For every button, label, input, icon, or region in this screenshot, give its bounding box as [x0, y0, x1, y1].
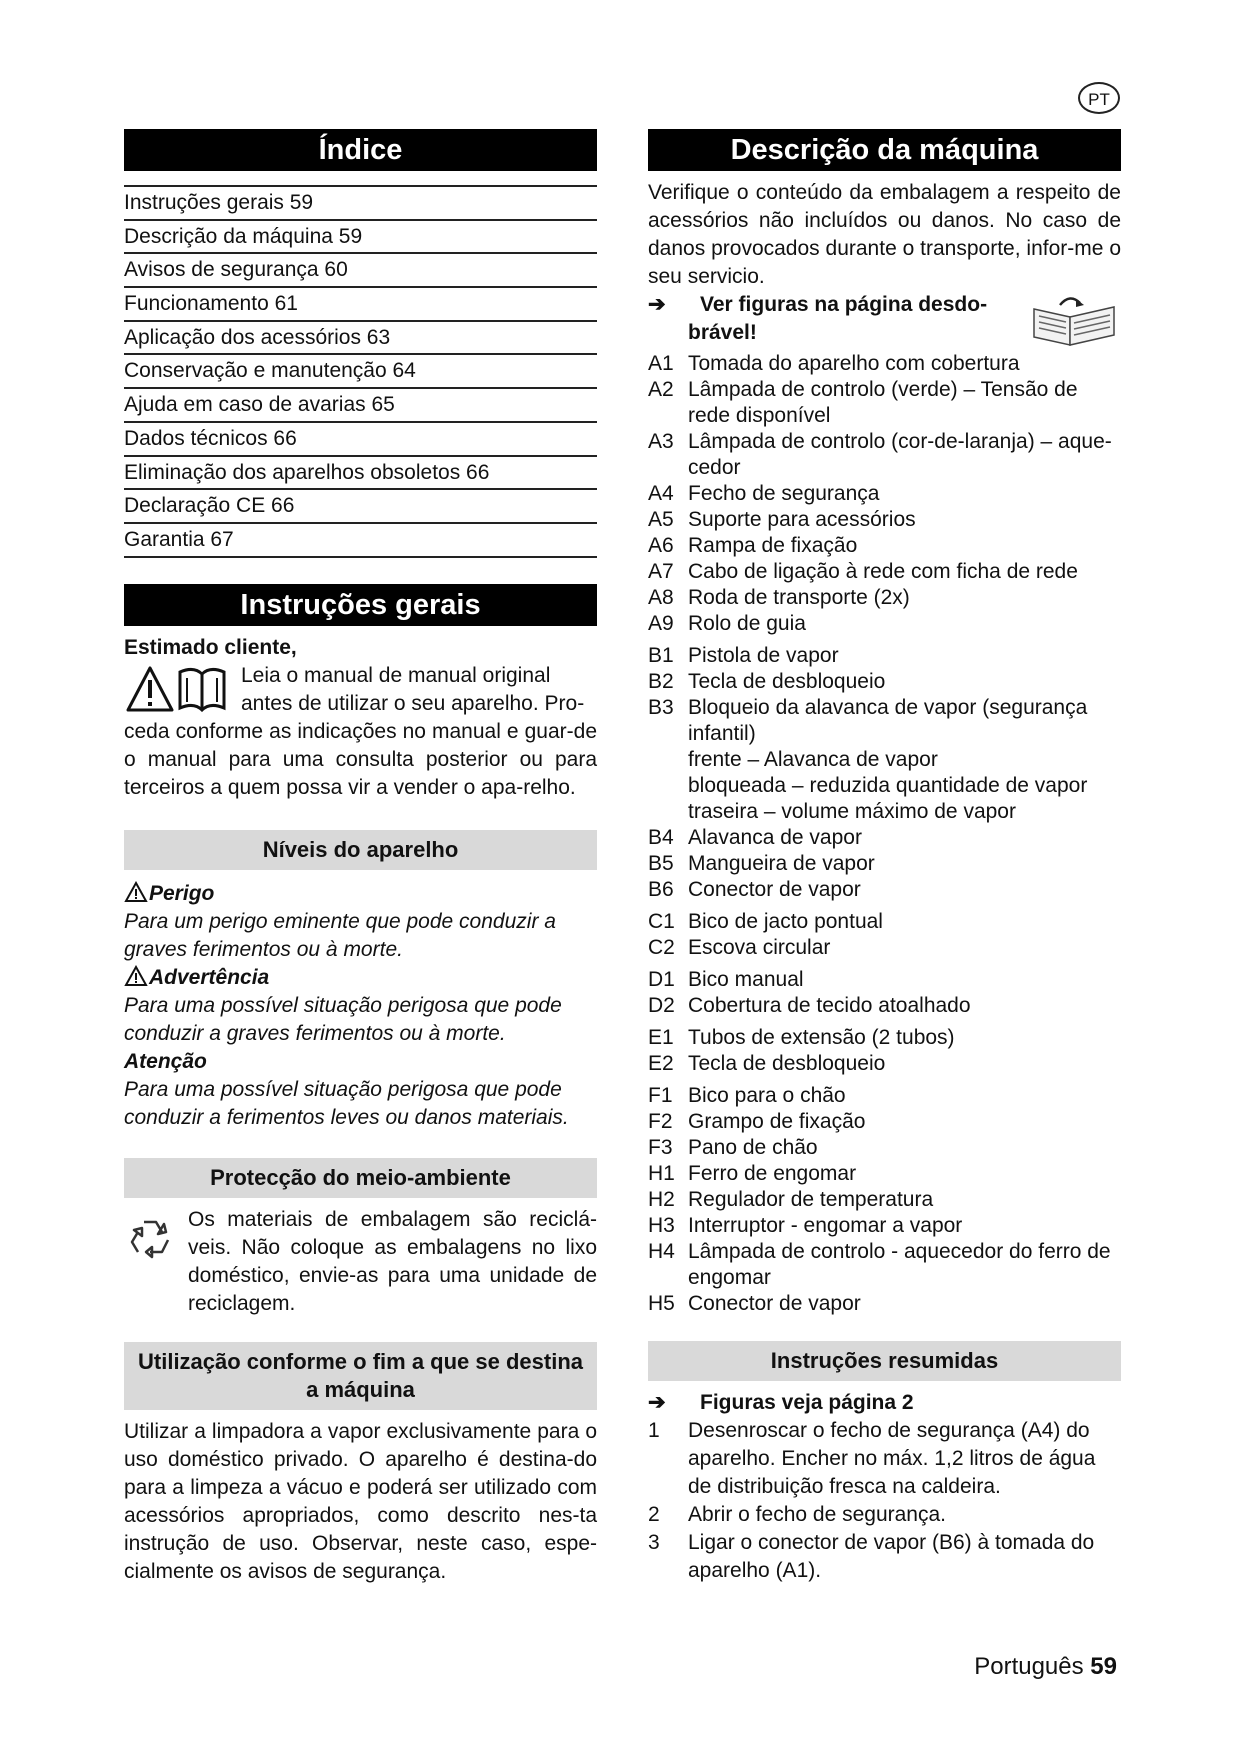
intended-use-title: Utilização conforme o fim a que se destina a máquina: [124, 1342, 597, 1410]
step-item: 1 Desenroscar o fecho de segurança (A4) do aparelho. Encher no máx. 1,2 litros de água de distribuição fresca na caldeira.: [648, 1419, 1096, 1498]
greeting: Estimado cliente,: [124, 635, 297, 659]
list-item: A2 Lâmpada de controlo (verde) – Tensão de rede disponível: [648, 378, 1078, 427]
list-item: D1 Bico manual: [648, 968, 804, 991]
b3-option: traseira – volume máximo de vapor: [688, 800, 1016, 823]
parts-group-a: [648, 351, 1121, 637]
right-column: [648, 129, 1121, 1585]
general-title: Instruções gerais: [124, 584, 597, 626]
environment-block: [124, 1206, 597, 1318]
index-item[interactable]: Descrição da máquina 59: [124, 221, 597, 255]
caution-label: Atenção: [124, 1049, 207, 1073]
parts-list: [648, 351, 1121, 1317]
index-item[interactable]: Aplicação dos acessórios 63: [124, 322, 597, 356]
caution-text: Para uma possível situação perigosa que pode conduzir a ferimentos leves ou danos materiais.: [124, 1077, 569, 1129]
see-figures-block: [648, 291, 1121, 349]
list-item: H5 Conector de vapor: [648, 1292, 861, 1315]
list-item: A6 Rampa de fixação: [648, 534, 858, 557]
read-manual-block: [124, 662, 597, 718]
list-item: A9 Rolo de guia: [648, 612, 806, 635]
summary-title: Instruções resumidas: [648, 1341, 1121, 1381]
parts-group-e: [648, 1025, 1121, 1077]
footer-language: Português: [974, 1653, 1084, 1680]
recycle-icon: [124, 1214, 176, 1266]
index-item[interactable]: Eliminação dos aparelhos obsoletos 66: [124, 457, 597, 491]
list-item: B2 Tecla de desbloqueio: [648, 670, 886, 693]
list-item: A5 Suporte para acessórios: [648, 508, 916, 531]
list-item: F1 Bico para o chão: [648, 1084, 846, 1107]
levels-title: Níveis do aparelho: [124, 830, 597, 870]
index-item[interactable]: Ajuda em caso de avarias 65: [124, 389, 597, 423]
list-item: H4 Lâmpada de controlo - aquecedor do ferro de engomar: [648, 1240, 1111, 1289]
list-item: H3 Interruptor - engomar a vapor: [648, 1214, 963, 1237]
list-item: A1 Tomada do aparelho com cobertura: [648, 352, 1020, 375]
summary-see-figures-text: Figuras veja página 2: [700, 1391, 914, 1414]
index-item[interactable]: Garantia 67: [124, 524, 597, 558]
list-item: A8 Roda de transporte (2x): [648, 586, 910, 609]
parts-group-b: [648, 643, 1121, 903]
description-intro: Verifique o conteúdo da embalagem a respeito de acessórios não incluídos ou danos. No caso de danos provocados durante o transporte, infor-me o seu servicio.: [648, 181, 1121, 288]
page-footer: [974, 1653, 1117, 1681]
index-item[interactable]: Avisos de segurança 60: [124, 254, 597, 288]
see-figures-text: Ver figuras na página desdo-brável!: [688, 293, 988, 344]
index-item[interactable]: Declaração CE 66: [124, 490, 597, 524]
list-item: A3 Lâmpada de controlo (cor-de-laranja) – aque-cedor: [648, 430, 1112, 479]
list-item: B1 Pistola de vapor: [648, 644, 839, 667]
b3-option: bloqueada – reduzida quantidade de vapor: [688, 774, 1088, 797]
intro-rest: ceda conforme as indicações no manual e guar-de o manual para uma consulta posterior ou para terceiros a quem possa vir a vender o apa-relho.: [124, 719, 597, 799]
list-item: A4 Fecho de segurança: [648, 482, 880, 505]
list-item: A7 Cabo de ligação à rede com ficha de rede: [648, 560, 1078, 583]
list-item: H2 Regulador de temperatura: [648, 1188, 934, 1211]
step-item: 3 Ligar o conector de vapor (B6) à tomada do aparelho (A1).: [648, 1531, 1095, 1582]
language-badge: PT: [1078, 82, 1120, 114]
b3-option: frente – Alavanca de vapor: [688, 748, 938, 771]
danger-text: Para um perigo eminente que pode conduzir a graves ferimentos ou à morte.: [124, 909, 556, 961]
foldout-book-icon: [1026, 291, 1122, 349]
danger-label: Perigo: [149, 881, 215, 905]
list-item: B4 Alavanca de vapor: [648, 826, 862, 849]
warning-triangle-icon: [124, 881, 148, 903]
parts-group-d: [648, 967, 1121, 1019]
summary-steps: [648, 1417, 1121, 1585]
warning-heading: [124, 964, 597, 992]
list-item: F2 Grampo de fixação: [648, 1110, 866, 1133]
list-item: C2 Escova circular: [648, 936, 831, 959]
environment-title: Protecção do meio-ambiente: [124, 1158, 597, 1198]
parts-group-f: [648, 1083, 1121, 1161]
description-title: Descrição da máquina: [648, 129, 1121, 171]
read-manual-icon: [124, 664, 232, 714]
intro-second-line: antes de utilizar o seu aparelho. Pro-: [241, 691, 585, 715]
see-figures: [648, 291, 1008, 347]
list-item: B3 Bloqueio da alavanca de vapor (segurança infantil): [648, 696, 1088, 745]
list-item: B6 Conector de vapor: [648, 878, 861, 901]
index-item[interactable]: Conservação e manutenção 64: [124, 355, 597, 389]
list-item: E2 Tecla de desbloqueio: [648, 1052, 886, 1075]
list-item: C1 Bico de jacto pontual: [648, 910, 883, 933]
parts-group-c: [648, 909, 1121, 961]
arrow-icon: ➔: [648, 1391, 666, 1414]
list-item: F3 Pano de chão: [648, 1136, 818, 1159]
index-item[interactable]: Instruções gerais 59: [124, 187, 597, 221]
warning-label: Advertência: [149, 965, 270, 989]
step-item: 2 Abrir o fecho de segurança.: [648, 1503, 946, 1526]
list-item: E1 Tubos de extensão (2 tubos): [648, 1026, 955, 1049]
left-column: [124, 129, 597, 1586]
list-item: B5 Mangueira de vapor: [648, 852, 875, 875]
parts-group-h: [648, 1161, 1121, 1317]
list-item: H1 Ferro de engomar: [648, 1162, 857, 1185]
summary-see-figures: [648, 1389, 1121, 1417]
intro-first-line: Leia o manual de manual original: [241, 663, 551, 687]
index-list: [124, 185, 597, 558]
index-item[interactable]: Funcionamento 61: [124, 288, 597, 322]
arrow-icon: ➔: [648, 293, 666, 316]
warning-triangle-icon: [124, 965, 148, 987]
danger-heading: [124, 880, 597, 908]
page-number: 59: [1090, 1653, 1117, 1680]
environment-text: Os materiais de embalagem são reciclá-veis. Não coloque as embalagens no lixo doméstico, envie-as para uma unidade de reciclagem.: [188, 1207, 597, 1315]
index-item[interactable]: Dados técnicos 66: [124, 423, 597, 457]
list-item: D2 Cobertura de tecido atoalhado: [648, 994, 971, 1017]
intended-use-text: Utilizar a limpadora a vapor exclusivamente para o uso doméstico privado. O aparelho é destina-do para a limpeza a vácuo e poderá ser utilizado com acessórios apropriados, como descrito nes-ta instrução de uso. Observar, neste caso, espe-cialmente os avisos de segurança.: [124, 1419, 597, 1583]
warning-text: Para uma possível situação perigosa que pode conduzir a graves ferimentos ou à morte.: [124, 993, 562, 1045]
index-title: Índice: [124, 129, 597, 171]
